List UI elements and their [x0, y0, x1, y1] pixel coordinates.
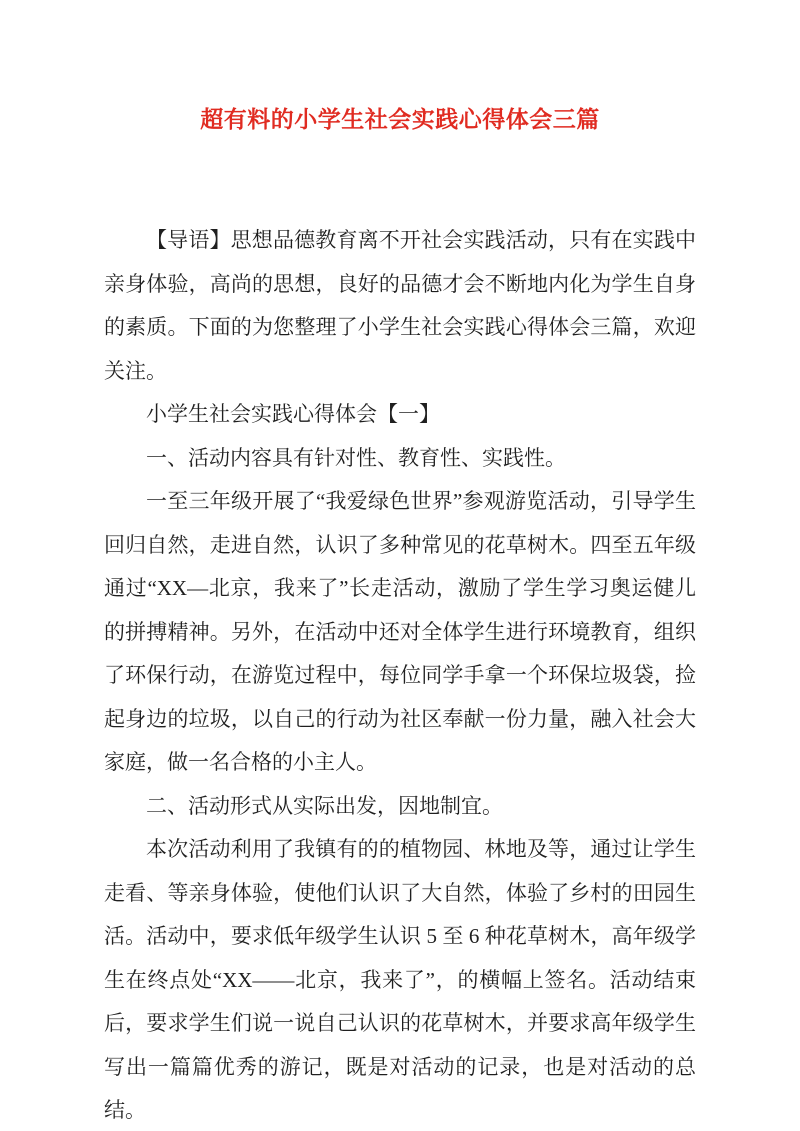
- list-heading-one: 一、活动内容具有针对性、教育性、实践性。: [146, 445, 566, 470]
- body-paragraph-two: 本次活动利用了我镇有的的植物园、林地及等，通过让学生走看、等亲身体验，使他们认识了大自然，体验了乡村的田园生活。活动中，要求低年级学生认识 5 至 6 种花草树木，高年级学生在终点处“XX——北京，我来了”，的横幅上签名。活动结束后，要求学生们说一说自己认识的花草树木，并要求高年级学生写出一篇篇优秀的游记，既是对活动的记录，也是对活动的总结。: [104, 837, 696, 1122]
- section-heading-essay-one: 小学生社会实践心得体会【一】: [146, 402, 440, 426]
- document-body: [104, 219, 696, 1131]
- document-title: 超有料的小学生社会实践心得体会三篇: [200, 107, 600, 132]
- list-heading-two: 二、活动形式从实际出发，因地制宜。: [146, 793, 503, 818]
- body-paragraph-one: 一至三年级开展了“我爱绿色世界”参观游览活动，引导学生回归自然，走进自然，认识了多种常见的花草树木。四至五年级通过“XX—北京，我来了”长走活动，激励了学生学习奥运健儿的拼搏精神。另外，在活动中还对全体学生进行环境教育，组织了环保行动，在游览过程中，每位同学手拿一个环保垃圾袋，捡起身边的垃圾，以自己的行动为社区奉献一份力量，融入社会大家庭，做一名合格的小主人。: [104, 489, 696, 774]
- intro-paragraph: 【导语】思想品德教育离不开社会实践活动，只有在实践中亲身体验，高尚的思想，良好的品德才会不断地内化为学生自身的素质。下面的为您整理了小学生社会实践心得体会三篇，欢迎关注。: [104, 228, 696, 383]
